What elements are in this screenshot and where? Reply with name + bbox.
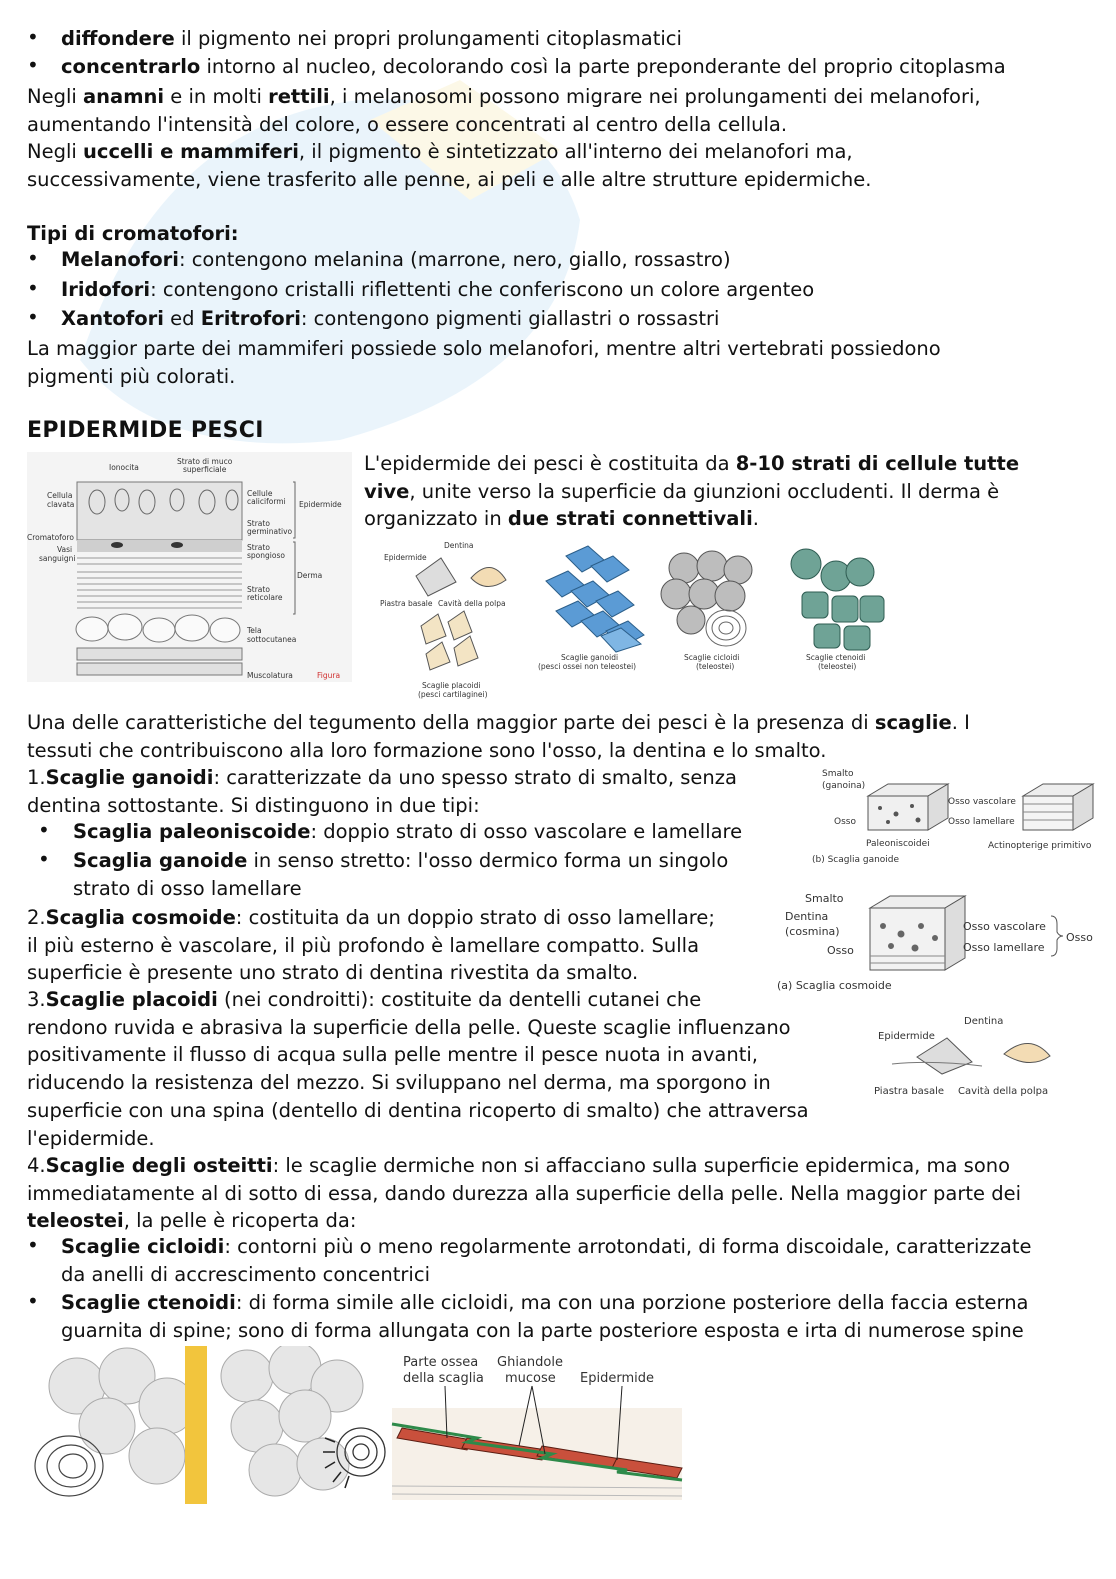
- svg-text:Strato: Strato: [247, 585, 270, 594]
- svg-text:Ionocita: Ionocita: [109, 463, 139, 472]
- svg-text:Osso vascolare: Osso vascolare: [948, 797, 1016, 807]
- svg-text:sanguigni: sanguigni: [39, 554, 76, 563]
- svg-text:Scaglie placoidi: Scaglie placoidi: [422, 681, 481, 690]
- list-item: Scaglie cicloidi: contorni più o meno regolarmente arrotondati, di forma discoidale, caratterizzate da anelli di accrescimento concentrici: [61, 1235, 1032, 1286]
- svg-text:Cellule: Cellule: [247, 489, 273, 498]
- svg-text:Actinopterige primitivo: Actinopterige primitivo: [988, 841, 1092, 851]
- svg-text:Osso: Osso: [827, 944, 854, 957]
- svg-text:Parte ossea: Parte ossea: [403, 1355, 479, 1370]
- svg-text:Dentina: Dentina: [785, 910, 829, 923]
- svg-text:(ganoina): (ganoina): [822, 781, 866, 791]
- placoidi-item: 3.Scaglie placoidi (nei condroitti): costituite da dentelli cutanei che rendono ruvida e abrasiva la superficie della pelle. Queste scaglie influenzano positivamente il flusso di acqua sulla pelle mentre il pesce nuota in avanti, riducendo la resistenza del mezzo. Si sviluppano nel derma, ma sporgono in superficie con una spina (dentello di dentina ricoperto di smalto) che attraversa l'epidermide.: [27, 988, 809, 1150]
- list-item: diffondere il pigmento nei propri prolungamenti citoplasmatici: [61, 27, 682, 50]
- svg-text:Epidermide: Epidermide: [580, 1371, 654, 1386]
- svg-text:Epidermide: Epidermide: [299, 500, 342, 509]
- list-item: Melanofori: contengono melanina (marrone, nero, giallo, rossastro): [61, 248, 731, 271]
- bullet-icon: •: [27, 25, 39, 49]
- svg-text:(teleostei): (teleostei): [818, 662, 857, 671]
- paragraph-scaglie: Una delle caratteristiche del tegumento della maggior parte dei pesci è la presenza di scaglie. I tessuti che contribuiscono alla loro formazione sono l'osso, la dentina e lo smalto.: [27, 711, 970, 762]
- figure-scale-types: [366, 536, 896, 701]
- svg-text:Piastra basale: Piastra basale: [380, 599, 433, 608]
- bullet-icon: •: [27, 276, 39, 300]
- section-heading: EPIDERMIDE PESCI: [27, 418, 264, 443]
- list-item: Xantofori ed Eritrofori: contengono pigmenti giallastri o rossastri: [61, 307, 720, 330]
- svg-text:Osso vascolare: Osso vascolare: [963, 920, 1046, 933]
- svg-text:sottocutanea: sottocutanea: [247, 635, 297, 644]
- svg-text:Cellula: Cellula: [47, 491, 73, 500]
- list-item: Scaglia ganoide in senso stretto: l'osso dermico forma un singolo strato di osso lamellare: [73, 849, 729, 900]
- svg-text:(pesci ossei non teleostei): (pesci ossei non teleostei): [538, 662, 637, 671]
- ganoidi-item: 1.Scaglie ganoidi: caratterizzate da uno spesso strato di smalto, senza dentina sottostante. Si distinguono in due tipi:: [27, 766, 737, 817]
- bullet-icon: •: [38, 818, 50, 842]
- svg-text:clavata: clavata: [47, 500, 75, 509]
- svg-text:della scaglia: della scaglia: [403, 1371, 484, 1386]
- paragraph-uccelli: Negli uccelli e mammiferi, il pigmento è sintetizzato all'interno dei melanofori ma, successivamente, viene trasferito alle penne, ai peli e alle altre strutture epidermiche.: [27, 140, 872, 191]
- svg-text:Epidermide: Epidermide: [384, 553, 427, 562]
- paragraph-anamni: Negli anamni e in molti rettili, i melanosomi possono migrare nei prolungamenti dei melanofori, aumentando l'intensità del colore, o essere concentrati al centro della cellula.: [27, 85, 981, 136]
- svg-text:reticolare: reticolare: [247, 593, 283, 602]
- svg-text:Dentina: Dentina: [964, 1016, 1004, 1027]
- list-item: Scaglia paleoniscoide: doppio strato di osso vascolare e lamellare: [73, 820, 743, 843]
- bullet-icon: •: [38, 847, 50, 871]
- svg-text:Osso: Osso: [1066, 931, 1093, 944]
- paragraph-epidermide: L'epidermide dei pesci è costituita da 8-10 strati di cellule tutte vive, unite verso la superficie da giunzioni occludenti. Il derma è organizzato in due strati connettivali.: [364, 452, 1020, 531]
- svg-text:(cosmina): (cosmina): [785, 925, 840, 938]
- bullet-icon: •: [27, 246, 39, 270]
- svg-text:Strato: Strato: [247, 543, 270, 552]
- bullet-icon: •: [27, 1233, 39, 1257]
- svg-text:(teleostei): (teleostei): [696, 662, 735, 671]
- svg-text:(pesci cartilaginei): (pesci cartilaginei): [418, 690, 488, 699]
- svg-text:Paleoniscoidei: Paleoniscoidei: [866, 839, 930, 849]
- figure-scaglia-placoide: [872, 1012, 1072, 1102]
- svg-text:Cavità della polpa: Cavità della polpa: [958, 1086, 1049, 1097]
- svg-text:mucose: mucose: [505, 1371, 556, 1386]
- osteitti-item: 4.Scaglie degli osteitti: le scaglie dermiche non si affacciano sulla superficie epidermica, ma sono immediatamente al di sotto di essa, dando durezza alla superficie della pelle. Nella maggior parte dei teleostei, la pelle è ricoperta da:: [27, 1154, 1022, 1233]
- list-item: concentrarlo intorno al nucleo, decolorando così la parte preponderante del proprio citoplasma: [61, 55, 1006, 78]
- cosmoide-item: 2.Scaglia cosmoide: costituita da un doppio strato di osso lamellare; il più esterno è vascolare, il più profondo è lamellare compatto. Sulla superficie è presente uno strato di dentina rivestita da smalto.: [27, 906, 715, 985]
- bullet-icon: •: [27, 305, 39, 329]
- svg-text:Scaglie ganoidi: Scaglie ganoidi: [561, 653, 619, 662]
- paragraph-mammiferi: La maggior parte dei mammiferi possiede solo melanofori, mentre altri vertebrati possiedono pigmenti più colorati.: [27, 337, 941, 388]
- svg-text:Piastra basale: Piastra basale: [874, 1086, 945, 1097]
- svg-text:Cromatoforo: Cromatoforo: [27, 533, 74, 542]
- list-item: Iridofori: contengono cristalli riflettenti che conferiscono un colore argenteo: [61, 278, 815, 301]
- svg-text:Tela: Tela: [247, 626, 262, 635]
- svg-text:(b) Scaglia ganoide: (b) Scaglia ganoide: [812, 855, 900, 865]
- svg-text:caliciformi: caliciformi: [247, 497, 286, 506]
- svg-text:Cavità della polpa: Cavità della polpa: [438, 599, 506, 608]
- svg-text:Strato: Strato: [247, 519, 270, 528]
- svg-text:Figura: Figura: [317, 671, 341, 680]
- section-subtitle: Tipi di cromatofori:: [27, 222, 239, 245]
- svg-text:Smalto: Smalto: [805, 892, 844, 905]
- svg-text:(a) Scaglia cosmoide: (a) Scaglia cosmoide: [777, 979, 892, 992]
- svg-text:spongioso: spongioso: [247, 551, 285, 560]
- svg-text:Osso lamellare: Osso lamellare: [963, 941, 1045, 954]
- svg-text:Ghiandole: Ghiandole: [497, 1355, 563, 1370]
- bullet-icon: •: [27, 53, 39, 77]
- svg-text:Epidermide: Epidermide: [878, 1031, 935, 1042]
- svg-text:superficiale: superficiale: [183, 465, 227, 474]
- svg-text:Strato di muco: Strato di muco: [177, 457, 233, 466]
- svg-text:Smalto: Smalto: [822, 769, 854, 779]
- figure-fish-skin-section: [27, 452, 352, 682]
- svg-text:Muscolatura: Muscolatura: [247, 671, 293, 680]
- svg-text:Vasi: Vasi: [57, 545, 73, 554]
- list-item: Scaglie ctenoidi: di forma simile alle cicloidi, ma con una porzione posteriore della faccia esterna guarnita di spine; sono di forma allungata con la parte posteriore esposta e irta di numerose spine: [61, 1291, 1029, 1342]
- svg-text:Osso: Osso: [834, 817, 856, 827]
- svg-text:Derma: Derma: [297, 571, 323, 580]
- svg-text:Dentina: Dentina: [444, 541, 474, 550]
- svg-text:germinativo: germinativo: [247, 527, 293, 536]
- svg-text:Scaglie ctenoidi: Scaglie ctenoidi: [806, 653, 866, 662]
- figure-scaglie-osteitti: [27, 1346, 687, 1504]
- bullet-icon: •: [27, 1289, 39, 1313]
- figure-scaglia-ganoide: [808, 766, 1103, 868]
- svg-text:Scaglie cicloidi: Scaglie cicloidi: [684, 653, 740, 662]
- figure-scaglia-cosmoide: [775, 888, 1105, 996]
- svg-text:Osso lamellare: Osso lamellare: [948, 817, 1015, 827]
